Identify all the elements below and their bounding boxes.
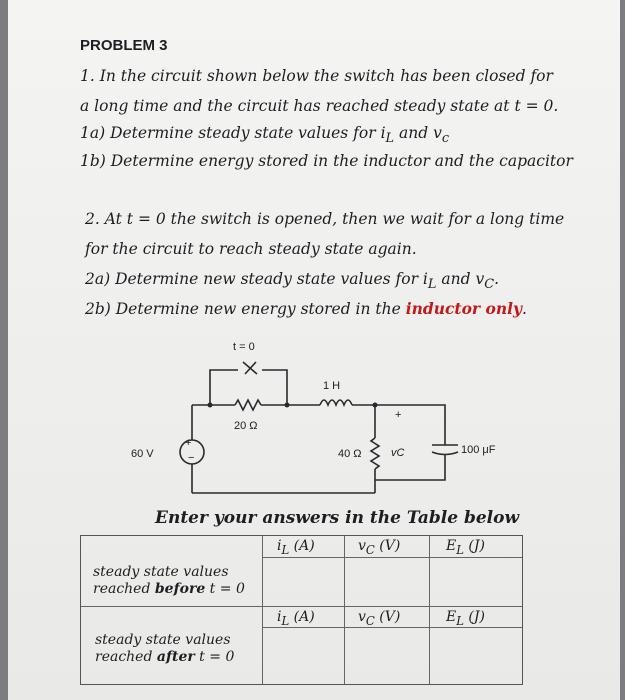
- answer-cell-after-vc[interactable]: [345, 628, 429, 684]
- resistor-20: [235, 400, 261, 410]
- col-header-el: $E_L$ (J): [446, 538, 485, 557]
- answer-cell-after-il[interactable]: [263, 628, 344, 684]
- col-header-el-2: $E_L$ (J): [446, 609, 485, 628]
- question-2b: 2b) Determine new energy stored in the inductor only.: [85, 299, 527, 318]
- inductor-label: 1 H: [323, 380, 341, 392]
- resistor1-label: 20 Ω: [234, 420, 258, 432]
- answer-cell-after-el[interactable]: [430, 628, 522, 684]
- resistor-40: [371, 438, 379, 469]
- part1-line1: 1. In the circuit shown below the switch has been closed for: [80, 67, 553, 85]
- node-right: [285, 403, 290, 408]
- wire-switch-right: [262, 370, 287, 405]
- capacitor-label: 100 μF: [461, 444, 496, 456]
- answer-cell-before-el[interactable]: [430, 558, 522, 605]
- answer-cell-before-il[interactable]: [263, 558, 344, 605]
- col-header-vc: $v_C$ (V): [358, 538, 401, 557]
- part1-line2: a long time and the circuit has reached steady state at t = 0.: [80, 97, 559, 115]
- table-divider-h2: [81, 606, 522, 607]
- wire-cap-bottom: [375, 454, 445, 480]
- part2-line1: 2. At t = 0 the switch is opened, then we wait for a long time: [85, 210, 565, 228]
- answer-table: [80, 535, 523, 685]
- wire-cap-top: [375, 405, 445, 445]
- cap-voltage-label: vC: [391, 447, 405, 459]
- node-top-right: [373, 403, 378, 408]
- switch-label: t = 0: [233, 341, 255, 353]
- source-label: 60 V: [131, 448, 154, 460]
- resistor2-label: 40 Ω: [338, 448, 362, 460]
- col-header-il-2: $i_L$ (A): [277, 609, 315, 628]
- answer-cell-before-vc[interactable]: [345, 558, 429, 605]
- row-label-before: steady state values reached before t = 0: [93, 564, 245, 597]
- row-label-after: steady state values reached after t = 0: [95, 632, 235, 665]
- wire-switch-left: [210, 370, 238, 405]
- inductor-coil: [320, 400, 352, 405]
- question-1a: 1a) Determine steady state values for $i_L$ and $v_c$: [80, 124, 450, 147]
- table-heading: Enter your answers in the Table below: [155, 508, 520, 528]
- source-minus: −: [188, 452, 195, 464]
- problem-title: PROBLEM 3: [80, 37, 168, 54]
- part2-line2: for the circuit to reach steady state again.: [85, 240, 417, 258]
- col-header-vc-2: $v_C$ (V): [358, 609, 401, 628]
- cap-voltage-plus: +: [395, 409, 402, 421]
- col-header-il: $i_L$ (A): [277, 538, 315, 557]
- question-2a: 2a) Determine new steady state values for $i_L$ and $v_C$.: [85, 270, 500, 293]
- node-left: [208, 403, 213, 408]
- question-1b: 1b) Determine energy stored in the inductor and the capacitor: [80, 152, 573, 170]
- source-plus: +: [185, 437, 192, 449]
- capacitor-plate-bottom: [432, 452, 458, 455]
